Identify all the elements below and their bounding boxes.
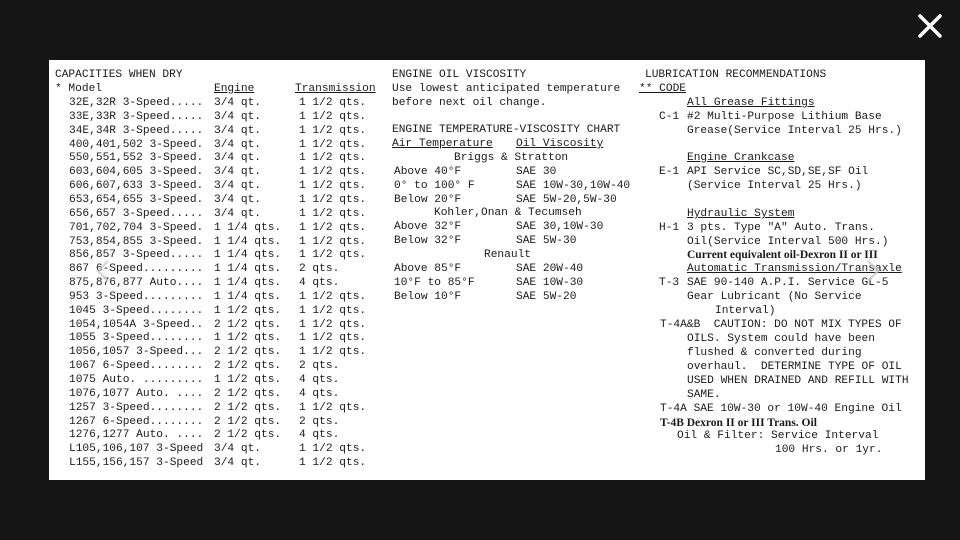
capacity-model-cell: 856,857 3-Speed..... (69, 249, 204, 262)
oil-viscosity-header: Oil Viscosity (516, 138, 604, 150)
capacity-model-cell: 1054,1054A 3-Speed.. (69, 318, 204, 331)
viscosity-temp-cell: Below 32°F (394, 235, 462, 248)
h1-line2: Oil(Service Interval 500 Hrs.) (687, 236, 889, 248)
capacity-model-cell: 1075 Auto. ......... (69, 374, 204, 386)
capacity-engine-cell: 2 1/2 qts. (214, 401, 282, 414)
viscosity-temp-cell: Below 20°F (394, 193, 462, 206)
capacity-engine-cell: 1 1/4 qts. (214, 263, 282, 276)
capacity-trans-cell: 4 qts. (299, 277, 340, 289)
prev-button[interactable] (91, 258, 117, 284)
capacity-model-cell: 875,876,877 Auto.... (69, 277, 204, 289)
capacity-model-cell: 33E,33R 3-Speed..... (69, 110, 204, 123)
viscosity-note-2: before next oil change. (392, 97, 547, 109)
capacity-trans-cell: 1 1/2 qts. (299, 221, 367, 234)
capacity-engine-cell: 1 1/2 qts. (214, 374, 282, 386)
capacity-engine-cell: 3/4 qt. (214, 193, 261, 206)
capacity-trans-cell: 1 1/2 qts. (299, 152, 367, 165)
chevron-left-icon (91, 258, 117, 284)
capacity-engine-cell: 3/4 qt. (214, 110, 261, 123)
capacity-trans-cell: 1 1/2 qts. (299, 401, 367, 414)
capacity-trans-cell: 2 qts. (299, 263, 340, 276)
capacity-engine-cell: 1 1/2 qts. (214, 332, 282, 345)
capacity-trans-cell: 1 1/2 qts. (299, 193, 367, 206)
capacity-model-cell: 1267 6-Speed........ (69, 415, 204, 428)
viscosity-group-name: Kohler,Onan & Tecumseh (434, 207, 582, 220)
hydraulic-title: Hydraulic System (687, 208, 795, 220)
viscosity-temp-cell: 10°F to 85°F (394, 276, 475, 289)
capacity-model-cell: 1076,1077 Auto. .... (69, 387, 204, 400)
viscosity-oil-cell: SAE 30,10W-30 (516, 221, 604, 234)
capacity-model-cell: 32E,32R 3-Speed..... (69, 97, 204, 109)
capacities-title: CAPACITIES WHEN DRY (55, 69, 183, 81)
c1-line2: Grease(Service Interval 25 Hrs.) (687, 125, 902, 137)
capacity-engine-cell: 2 1/2 qts. (214, 387, 282, 400)
t4ab-line2: OILS. System could have been (687, 333, 875, 345)
capacity-trans-cell: 1 1/2 qts. (299, 318, 367, 331)
air-temp-header: Air Temperature (392, 138, 493, 150)
viscosity-group-name: Renault (484, 248, 531, 261)
filter-line2: 100 Hrs. or 1yr. (775, 444, 883, 456)
capacity-trans-cell: 1 1/2 qts. (299, 457, 367, 470)
t4b-line: T-4B Dexron II or III Trans. Oil (660, 417, 817, 429)
viscosity-oil-cell: SAE 10W-30,10W-40 (516, 179, 631, 192)
capacity-engine-cell: 1 1/4 qts. (214, 249, 282, 262)
capacity-engine-cell: 3/4 qt. (214, 124, 261, 137)
viscosity-oil-cell: SAE 5W-20 (516, 290, 577, 303)
capacity-engine-cell: 1 1/4 qts. (214, 235, 282, 248)
viscosity-temp-cell: Above 85°F (394, 262, 462, 275)
capacity-engine-cell: 2 1/2 qts. (214, 429, 282, 442)
c1-line1: #2 Multi-Purpose Lithium Base (687, 111, 882, 123)
chevron-right-icon (859, 258, 885, 284)
capacity-trans-cell: 4 qts. (299, 374, 340, 386)
capacity-engine-cell: 1 1/4 qts. (214, 277, 282, 289)
transmission-header: Transmission (295, 83, 376, 95)
capacity-engine-cell: 3/4 qt. (214, 457, 261, 470)
t3-line1: SAE 90-140 A.P.I. Service GL-5 (687, 277, 889, 289)
capacity-model-cell: 1056,1057 3-Speed... (69, 346, 204, 359)
viscosity-group-name: Briggs & Stratton (454, 152, 569, 164)
capacity-trans-cell: 1 1/2 qts. (299, 124, 367, 137)
capacity-engine-cell: 3/4 qt. (214, 207, 261, 220)
t4ab-line4: overhaul. DETERMINE TYPE OF OIL (687, 361, 902, 373)
viscosity-note-1: Use lowest anticipated temperature (392, 83, 621, 95)
e1-code: E-1 (659, 166, 680, 178)
capacity-trans-cell: 1 1/2 qts. (299, 304, 367, 317)
viscosity-temp-cell: Above 32°F (394, 221, 462, 234)
capacity-model-cell: 656,657 3-Speed..... (69, 207, 204, 220)
chart-title: ENGINE TEMPERATURE-VISCOSITY CHART (392, 124, 621, 136)
capacity-engine-cell: 3/4 qt. (214, 443, 261, 456)
h1-line1: 3 pts. Type "A" Auto. Trans. (687, 222, 875, 234)
capacity-trans-cell: 4 qts. (299, 429, 340, 442)
e1-line1: API Service SC,SD,SE,SF Oil (687, 166, 869, 178)
t4a-line: T-4A SAE 10W-30 or 10W-40 Engine Oil (660, 403, 902, 415)
capacity-engine-cell: 2 1/2 qts. (214, 346, 282, 359)
capacity-engine-cell: 3/4 qt. (214, 180, 261, 193)
capacity-trans-cell: 1 1/2 qts. (299, 443, 367, 456)
filter-line1: Oil & Filter: Service Interval (677, 430, 879, 442)
capacity-engine-cell: 3/4 qt. (214, 97, 261, 109)
capacity-model-cell: 1276,1277 Auto. .... (69, 429, 204, 442)
code-header: ** CODE (639, 83, 686, 95)
close-button[interactable] (914, 10, 946, 42)
capacity-engine-cell: 1 1/4 qts. (214, 221, 282, 234)
capacity-trans-cell: 1 1/2 qts. (299, 235, 367, 248)
capacity-model-cell: 753,854,855 3-Speed. (69, 235, 204, 248)
e1-line2: (Service Interval 25 Hrs.) (687, 180, 862, 192)
capacity-trans-cell: 1 1/2 qts. (299, 249, 367, 262)
capacity-engine-cell: 1 1/4 qts. (214, 290, 282, 303)
capacity-trans-cell: 2 qts. (299, 415, 340, 428)
viscosity-oil-cell: SAE 30 (516, 165, 557, 178)
capacity-model-cell: 550,551,552 3-Speed. (69, 152, 204, 165)
capacity-model-cell: 400,401,502 3-Speed. (69, 138, 204, 151)
viscosity-oil-cell: SAE 5W-30 (516, 235, 577, 248)
h1-code: H-1 (659, 222, 680, 234)
close-icon (914, 10, 946, 42)
grease-title: All Grease Fittings (687, 97, 815, 109)
t4ab-line6: SAME. (687, 389, 721, 401)
model-header: * Model (55, 83, 102, 95)
capacity-engine-cell: 3/4 qt. (214, 152, 261, 165)
viscosity-oil-cell: SAE 10W-30 (516, 276, 584, 289)
capacity-engine-cell: 3/4 qt. (214, 166, 261, 179)
capacity-model-cell: 603,604,605 3-Speed. (69, 166, 204, 179)
capacity-trans-cell: 1 1/2 qts. (299, 110, 367, 123)
capacity-engine-cell: 1 1/2 qts. (214, 304, 282, 317)
capacity-engine-cell: 2 1/2 qts. (214, 318, 282, 331)
capacity-model-cell: 953 3-Speed......... (69, 290, 204, 303)
t3-line2: Gear Lubricant (No Service (687, 291, 862, 303)
capacity-model-cell: 1045 3-Speed........ (69, 304, 204, 317)
next-button[interactable] (859, 258, 885, 284)
crankcase-title: Engine Crankcase (687, 152, 795, 164)
capacity-model-cell: L105,106,107 3-Speed (69, 443, 204, 456)
capacity-engine-cell: 2 1/2 qts. (214, 360, 282, 373)
capacity-model-cell: 867 6-Speed......... (69, 263, 204, 276)
capacity-trans-cell: 1 1/2 qts. (299, 138, 367, 151)
capacity-model-cell: 653,654,655 3-Speed. (69, 193, 204, 206)
document-image (49, 60, 925, 480)
lubrication-title: LUBRICATION RECOMMENDATIONS (645, 69, 827, 81)
capacity-model-cell: 606,607,633 3-Speed. (69, 180, 204, 193)
t4ab-line3: flushed & converted during (687, 347, 862, 359)
t3-line3: Interval) (715, 305, 776, 317)
c1-code: C-1 (659, 111, 680, 123)
viscosity-oil-cell: SAE 20W-40 (516, 262, 584, 275)
capacity-engine-cell: 3/4 qt. (214, 138, 261, 151)
t4ab-line5: USED WHEN DRAINED AND REFILL WITH (687, 375, 909, 387)
capacity-trans-cell: 1 1/2 qts. (299, 332, 367, 345)
t4ab-line1: T-4A&B CAUTION: DO NOT MIX TYPES OF (660, 319, 902, 331)
capacity-model-cell: 34E,34R 3-Speed..... (69, 124, 204, 137)
capacity-trans-cell: 1 1/2 qts. (299, 97, 367, 109)
viscosity-temp-cell: Below 10°F (394, 290, 462, 303)
viscosity-oil-cell: SAE 5W-20,5W-30 (516, 193, 617, 206)
capacity-model-cell: 1067 6-Speed........ (69, 360, 204, 373)
capacity-trans-cell: 1 1/2 qts. (299, 290, 367, 303)
capacity-trans-cell: 4 qts. (299, 387, 340, 400)
capacity-model-cell: 701,702,704 3-Speed. (69, 221, 204, 234)
capacity-engine-cell: 2 1/2 qts. (214, 415, 282, 428)
viscosity-temp-cell: Above 40°F (394, 165, 462, 178)
capacity-model-cell: 1055 3-Speed........ (69, 332, 204, 345)
capacity-trans-cell: 2 qts. (299, 360, 340, 373)
viscosity-temp-cell: 0° to 100° F (394, 179, 475, 192)
capacity-model-cell: 1257 3-Speed........ (69, 401, 204, 414)
t3-code: T-3 (659, 277, 680, 289)
capacity-trans-cell: 1 1/2 qts. (299, 207, 367, 220)
viscosity-title: ENGINE OIL VISCOSITY (392, 69, 527, 81)
h1-line3: Current equivalent oil-Dexron II or III (687, 249, 878, 261)
capacity-trans-cell: 1 1/2 qts. (299, 346, 367, 359)
capacity-model-cell: L155,156,157 3-Speed (69, 457, 204, 470)
engine-header: Engine (214, 83, 255, 95)
capacity-trans-cell: 1 1/2 qts. (299, 166, 367, 179)
capacity-trans-cell: 1 1/2 qts. (299, 180, 367, 193)
auto-trans-title: Automatic Transmission/Transaxle (687, 263, 902, 275)
